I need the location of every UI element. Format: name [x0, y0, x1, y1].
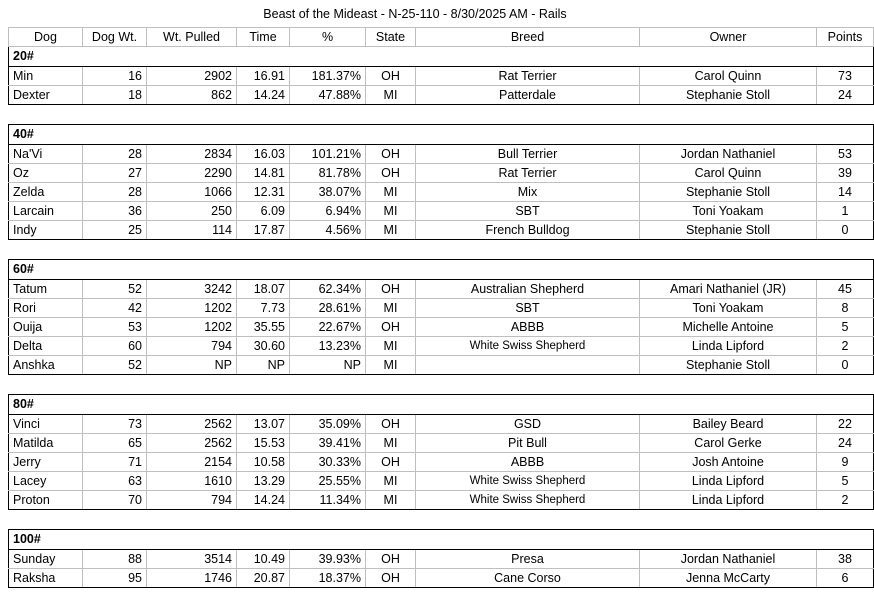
dog-weight-cell: 73 [83, 415, 147, 434]
dog-weight-cell: 52 [83, 280, 147, 299]
breed-cell: Bull Terrier [416, 145, 640, 164]
weight-pulled-cell: 2562 [147, 415, 237, 434]
weight-class-header [9, 125, 874, 145]
owner-cell: Jordan Nathaniel [640, 145, 817, 164]
percent-cell: 35.09% [290, 415, 366, 434]
dog-weight-cell: 53 [83, 318, 147, 337]
table-row [9, 434, 874, 453]
state-cell: OH [366, 318, 416, 337]
column-header-time: Time [237, 28, 290, 47]
time-cell: 14.24 [237, 86, 290, 105]
spacer-cell [9, 240, 874, 260]
state-cell: OH [366, 67, 416, 86]
dog-weight-cell: 18 [83, 86, 147, 105]
spacer-cell [9, 375, 874, 395]
weight-class-header [9, 260, 874, 280]
owner-cell: Stephanie Stoll [640, 356, 817, 375]
weight-pulled-cell: 1202 [147, 299, 237, 318]
percent-cell: 38.07% [290, 183, 366, 202]
dog-name-cell: Dexter [9, 86, 83, 105]
weight-pulled-cell: NP [147, 356, 237, 375]
state-cell: OH [366, 145, 416, 164]
percent-cell: NP [290, 356, 366, 375]
time-cell: 10.58 [237, 453, 290, 472]
percent-cell: 22.67% [290, 318, 366, 337]
table-row [9, 86, 874, 105]
weight-class-header [9, 395, 874, 415]
percent-cell: 30.33% [290, 453, 366, 472]
dog-weight-cell: 16 [83, 67, 147, 86]
weight-pulled-cell: 862 [147, 86, 237, 105]
state-cell: OH [366, 453, 416, 472]
owner-cell: Toni Yoakam [640, 299, 817, 318]
dog-name-cell: Min [9, 67, 83, 86]
time-cell: 12.31 [237, 183, 290, 202]
points-cell: 22 [817, 415, 874, 434]
dog-name-cell: Matilda [9, 434, 83, 453]
weight-pulled-cell: 2562 [147, 434, 237, 453]
points-cell: 5 [817, 472, 874, 491]
weight-class-group [9, 47, 874, 105]
points-cell: 9 [817, 453, 874, 472]
time-cell: 6.09 [237, 202, 290, 221]
points-cell: 0 [817, 356, 874, 375]
percent-cell: 47.88% [290, 86, 366, 105]
time-cell: 7.73 [237, 299, 290, 318]
table-row [9, 299, 874, 318]
weight-pulled-cell: 2154 [147, 453, 237, 472]
state-cell: OH [366, 550, 416, 569]
breed-cell: SBT [416, 299, 640, 318]
weight-class-group [9, 510, 874, 588]
table-row [9, 337, 874, 356]
breed-cell: Patterdale [416, 86, 640, 105]
breed-cell [416, 356, 640, 375]
time-cell: 14.24 [237, 491, 290, 510]
percent-cell: 81.78% [290, 164, 366, 183]
weight-class-label: 60# [9, 260, 874, 280]
points-cell: 0 [817, 221, 874, 240]
state-cell: MI [366, 356, 416, 375]
state-cell: OH [366, 280, 416, 299]
dog-weight-cell: 95 [83, 569, 147, 588]
percent-cell: 18.37% [290, 569, 366, 588]
points-cell: 53 [817, 145, 874, 164]
points-cell: 39 [817, 164, 874, 183]
weight-class-label: 100# [9, 530, 874, 550]
weight-class-label: 20# [9, 47, 874, 67]
state-cell: MI [366, 221, 416, 240]
owner-cell: Jordan Nathaniel [640, 550, 817, 569]
dog-name-cell: Raksha [9, 569, 83, 588]
percent-cell: 101.21% [290, 145, 366, 164]
time-cell: 13.07 [237, 415, 290, 434]
time-cell: 35.55 [237, 318, 290, 337]
breed-cell: Cane Corso [416, 569, 640, 588]
table-row [9, 453, 874, 472]
breed-cell: Mix [416, 183, 640, 202]
group-spacer [9, 105, 874, 125]
table-row [9, 318, 874, 337]
weight-pulled-cell: 794 [147, 337, 237, 356]
weight-class-label: 40# [9, 125, 874, 145]
state-cell: MI [366, 202, 416, 221]
dog-weight-cell: 60 [83, 337, 147, 356]
percent-cell: 11.34% [290, 491, 366, 510]
time-cell: 16.91 [237, 67, 290, 86]
weight-pulled-cell: 1610 [147, 472, 237, 491]
owner-cell: Stephanie Stoll [640, 86, 817, 105]
breed-cell: Pit Bull [416, 434, 640, 453]
weight-class-label: 80# [9, 395, 874, 415]
dog-name-cell: Tatum [9, 280, 83, 299]
dog-name-cell: Delta [9, 337, 83, 356]
time-cell: NP [237, 356, 290, 375]
dog-name-cell: Anshka [9, 356, 83, 375]
owner-cell: Bailey Beard [640, 415, 817, 434]
weight-pulled-cell: 3514 [147, 550, 237, 569]
table-row [9, 202, 874, 221]
dog-weight-cell: 63 [83, 472, 147, 491]
owner-cell: Carol Gerke [640, 434, 817, 453]
dog-name-cell: Rori [9, 299, 83, 318]
table-row [9, 145, 874, 164]
dog-name-cell: Ouija [9, 318, 83, 337]
percent-cell: 39.93% [290, 550, 366, 569]
dog-name-cell: Na'Vi [9, 145, 83, 164]
state-cell: MI [366, 472, 416, 491]
weight-pulled-cell: 3242 [147, 280, 237, 299]
group-spacer [9, 240, 874, 260]
weight-pulled-cell: 114 [147, 221, 237, 240]
weight-class-header [9, 47, 874, 67]
dog-weight-cell: 88 [83, 550, 147, 569]
points-cell: 8 [817, 299, 874, 318]
points-cell: 38 [817, 550, 874, 569]
breed-cell: Rat Terrier [416, 164, 640, 183]
column-header-dog-weight: Dog Wt. [83, 28, 147, 47]
table-header [9, 28, 874, 47]
weight-class-group [9, 105, 874, 240]
state-cell: MI [366, 337, 416, 356]
owner-cell: Linda Lipford [640, 472, 817, 491]
results-table [8, 27, 874, 588]
breed-cell: White Swiss Shepherd [416, 472, 640, 491]
points-cell: 14 [817, 183, 874, 202]
column-header-dog: Dog [9, 28, 83, 47]
dog-name-cell: Proton [9, 491, 83, 510]
percent-cell: 62.34% [290, 280, 366, 299]
dog-name-cell: Oz [9, 164, 83, 183]
points-cell: 45 [817, 280, 874, 299]
dog-name-cell: Zelda [9, 183, 83, 202]
owner-cell: Stephanie Stoll [640, 221, 817, 240]
points-cell: 2 [817, 491, 874, 510]
dog-weight-cell: 27 [83, 164, 147, 183]
owner-cell: Stephanie Stoll [640, 183, 817, 202]
table-row [9, 415, 874, 434]
column-header-weight-pulled: Wt. Pulled [147, 28, 237, 47]
state-cell: MI [366, 183, 416, 202]
table-row [9, 280, 874, 299]
dog-name-cell: Indy [9, 221, 83, 240]
group-spacer [9, 510, 874, 530]
points-cell: 6 [817, 569, 874, 588]
column-header-points: Points [817, 28, 874, 47]
weight-pulled-cell: 794 [147, 491, 237, 510]
owner-cell: Carol Quinn [640, 164, 817, 183]
breed-cell: French Bulldog [416, 221, 640, 240]
weight-pulled-cell: 250 [147, 202, 237, 221]
breed-cell: SBT [416, 202, 640, 221]
weight-pulled-cell: 2290 [147, 164, 237, 183]
dog-name-cell: Larcain [9, 202, 83, 221]
points-cell: 1 [817, 202, 874, 221]
weight-pulled-cell: 1746 [147, 569, 237, 588]
owner-cell: Amari Nathaniel (JR) [640, 280, 817, 299]
percent-cell: 6.94% [290, 202, 366, 221]
weight-pulled-cell: 1202 [147, 318, 237, 337]
table-row [9, 164, 874, 183]
table-row [9, 472, 874, 491]
table-row [9, 183, 874, 202]
dog-weight-cell: 28 [83, 145, 147, 164]
breed-cell: Australian Shepherd [416, 280, 640, 299]
percent-cell: 181.37% [290, 67, 366, 86]
table-row [9, 569, 874, 588]
owner-cell: Toni Yoakam [640, 202, 817, 221]
owner-cell: Josh Antoine [640, 453, 817, 472]
time-cell: 15.53 [237, 434, 290, 453]
table-row [9, 356, 874, 375]
points-cell: 24 [817, 434, 874, 453]
time-cell: 13.29 [237, 472, 290, 491]
percent-cell: 25.55% [290, 472, 366, 491]
dog-name-cell: Jerry [9, 453, 83, 472]
weight-pulled-cell: 2902 [147, 67, 237, 86]
column-header-breed: Breed [416, 28, 640, 47]
page-title: Beast of the Mideast - N-25-110 - 8/30/2025 AM - Rails [263, 7, 567, 21]
points-cell: 2 [817, 337, 874, 356]
column-header-state: State [366, 28, 416, 47]
breed-cell: White Swiss Shepherd [416, 491, 640, 510]
state-cell: OH [366, 415, 416, 434]
state-cell: OH [366, 569, 416, 588]
weight-class-group [9, 240, 874, 375]
breed-cell: ABBB [416, 318, 640, 337]
percent-cell: 39.41% [290, 434, 366, 453]
time-cell: 16.03 [237, 145, 290, 164]
owner-cell: Carol Quinn [640, 67, 817, 86]
spacer-cell [9, 105, 874, 125]
table-row [9, 221, 874, 240]
weight-class-group [9, 375, 874, 510]
dog-weight-cell: 25 [83, 221, 147, 240]
breed-cell: Rat Terrier [416, 67, 640, 86]
time-cell: 14.81 [237, 164, 290, 183]
table-row [9, 67, 874, 86]
owner-cell: Linda Lipford [640, 337, 817, 356]
table-row [9, 550, 874, 569]
column-header-percent: % [290, 28, 366, 47]
dog-weight-cell: 52 [83, 356, 147, 375]
column-header-owner: Owner [640, 28, 817, 47]
dog-weight-cell: 42 [83, 299, 147, 318]
breed-cell: GSD [416, 415, 640, 434]
time-cell: 18.07 [237, 280, 290, 299]
dog-weight-cell: 28 [83, 183, 147, 202]
time-cell: 10.49 [237, 550, 290, 569]
breed-cell: Presa [416, 550, 640, 569]
state-cell: MI [366, 299, 416, 318]
time-cell: 20.87 [237, 569, 290, 588]
time-cell: 30.60 [237, 337, 290, 356]
percent-cell: 4.56% [290, 221, 366, 240]
dog-name-cell: Vinci [9, 415, 83, 434]
dog-weight-cell: 65 [83, 434, 147, 453]
weight-pulled-cell: 2834 [147, 145, 237, 164]
breed-cell: ABBB [416, 453, 640, 472]
state-cell: MI [366, 86, 416, 105]
weight-class-header [9, 530, 874, 550]
time-cell: 17.87 [237, 221, 290, 240]
table-row [9, 491, 874, 510]
owner-cell: Linda Lipford [640, 491, 817, 510]
dog-name-cell: Lacey [9, 472, 83, 491]
dog-weight-cell: 36 [83, 202, 147, 221]
state-cell: MI [366, 491, 416, 510]
points-cell: 73 [817, 67, 874, 86]
state-cell: MI [366, 434, 416, 453]
owner-cell: Michelle Antoine [640, 318, 817, 337]
state-cell: OH [366, 164, 416, 183]
points-cell: 5 [817, 318, 874, 337]
dog-name-cell: Sunday [9, 550, 83, 569]
dog-weight-cell: 70 [83, 491, 147, 510]
group-spacer [9, 375, 874, 395]
percent-cell: 28.61% [290, 299, 366, 318]
spacer-cell [9, 510, 874, 530]
percent-cell: 13.23% [290, 337, 366, 356]
dog-weight-cell: 71 [83, 453, 147, 472]
owner-cell: Jenna McCarty [640, 569, 817, 588]
weight-pulled-cell: 1066 [147, 183, 237, 202]
points-cell: 24 [817, 86, 874, 105]
breed-cell: White Swiss Shepherd [416, 337, 640, 356]
